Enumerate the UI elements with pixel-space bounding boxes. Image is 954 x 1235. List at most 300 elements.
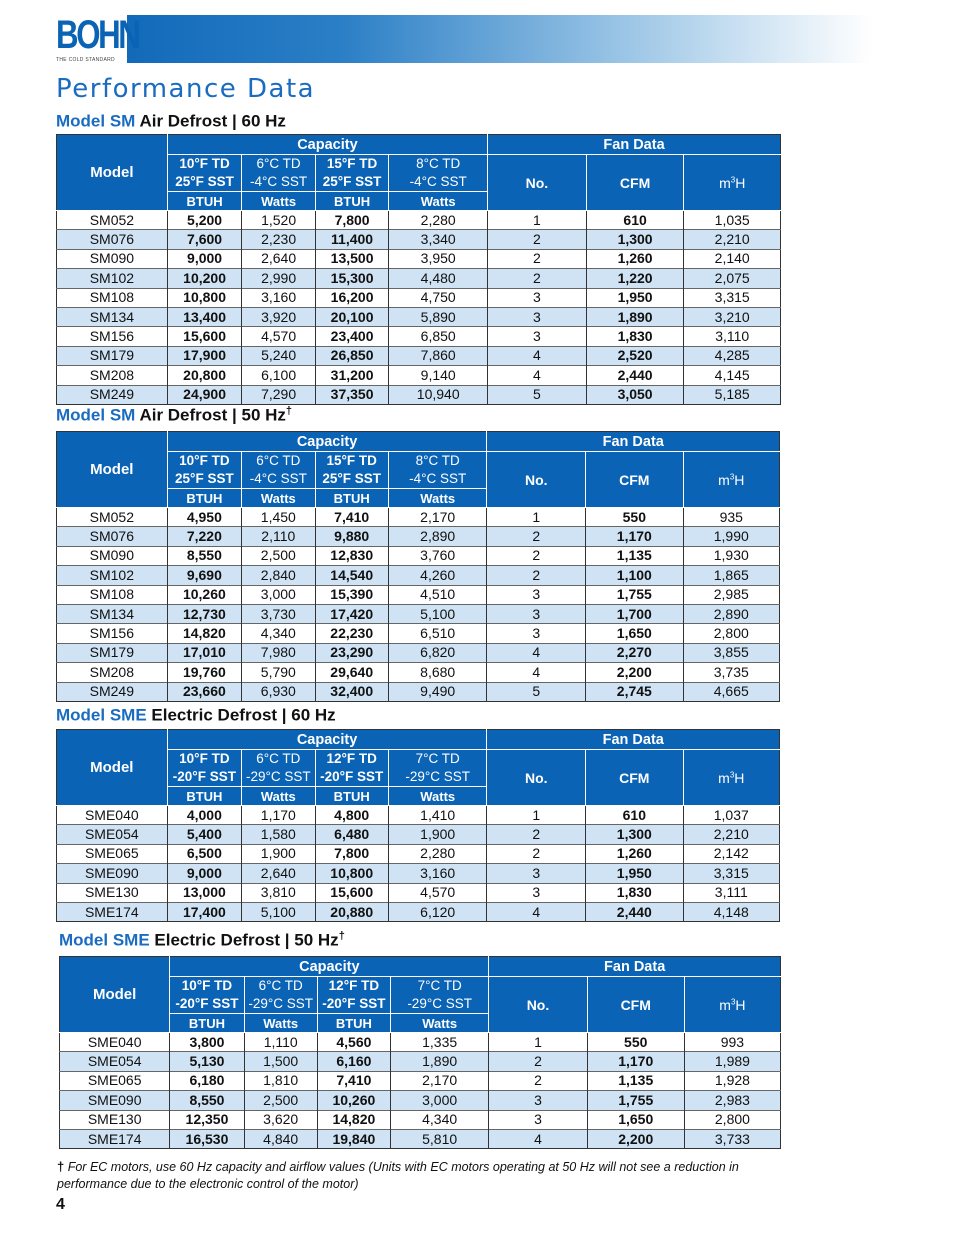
table-cell: 1 [487,806,586,825]
table-cell: 2 [489,1052,587,1071]
m3h-prefix: m [719,174,731,191]
table-cell: 4,800 [315,806,388,825]
table-cell: 2,170 [388,508,487,527]
table-cell: 37,350 [315,385,388,404]
table-cell: 2,890 [388,527,487,546]
fan-column-header: No. [487,750,586,806]
fan-m3h-header [684,977,780,1033]
table-cell: 1,650 [587,1110,684,1129]
fan-m3h-header [683,750,779,806]
logo-tagline: THE COLD STANDARD [56,57,115,63]
table-cell: SME130 [60,1110,170,1129]
table-cell: 2,745 [586,682,683,701]
table-cell: 1,755 [586,585,683,604]
table-cell: SM208 [57,663,168,682]
table-cell: 2,200 [587,1129,684,1148]
table-cell: 13,400 [167,307,242,326]
table-cell: SM076 [57,527,168,546]
table-cell: 17,900 [167,346,242,365]
table-row [57,230,781,249]
table-cell: 7,860 [389,346,488,365]
fan-column-header: CFM [586,155,684,211]
table-cell: 23,660 [167,682,241,701]
td-header: 6°C TD [244,977,317,996]
table-cell: 2,170 [390,1071,488,1090]
unit-header: BTUH [315,787,388,806]
section-heading-sm-60 [56,111,286,132]
fan-data-header: Fan Data [487,730,780,750]
table-cell: 1,700 [586,604,683,623]
table-cell: 550 [587,1033,684,1052]
table-cell: SME054 [60,1052,170,1071]
table-cell: SME065 [60,1071,170,1090]
table-cell: 15,600 [167,327,242,346]
unit-header: BTUH [167,787,241,806]
td-header: 8°C TD [388,452,487,471]
table-cell: 6,480 [315,825,388,844]
table-cell: 4,480 [389,269,488,288]
table-cell: 7,410 [317,1071,390,1090]
table-cell: SME054 [57,825,168,844]
table-row [57,288,781,307]
table-cell: 32,400 [315,682,388,701]
table-cell: 13,500 [315,249,388,268]
table-cell: 4,000 [167,806,241,825]
table-cell: 1,989 [684,1052,780,1071]
table-cell: 4,570 [388,883,487,902]
table-row [57,546,780,565]
table-cell: SM249 [57,682,168,701]
page-number: 4 [56,1196,65,1213]
table-cell: 5,790 [242,663,315,682]
table-cell: 1,450 [242,508,315,527]
table-cell: 1,950 [586,864,683,883]
table-cell: 1,890 [390,1052,488,1071]
table-cell: 3,735 [683,663,779,682]
model-column-header: Model [57,135,168,211]
td-header: 6°C TD [242,750,315,769]
sst-header: -29°C SST [242,768,315,787]
table-cell: 5,185 [684,385,781,404]
table-cell: 17,420 [315,604,388,623]
table-cell: 4,260 [388,566,487,585]
table-cell: 1,037 [683,806,779,825]
table-cell: 5,240 [242,346,315,365]
table-cell: SME090 [60,1091,170,1110]
table-cell: SM108 [57,585,168,604]
table-cell: 1,170 [586,527,683,546]
table-cell: 6,820 [388,643,487,662]
sst-header: -4°C SST [242,470,315,489]
table-cell: 5 [487,682,586,701]
fan-column-header: No. [487,452,586,508]
table-cell: 3 [488,327,587,346]
table-cell: 2 [487,825,586,844]
m3h-prefix: m [718,769,730,786]
table-cell: 4,340 [390,1110,488,1129]
table-cell: 4,750 [389,288,488,307]
table-cell: 3,315 [683,864,779,883]
table-cell: 2,230 [242,230,315,249]
table-cell: 1,410 [388,806,487,825]
table-cell: 4,285 [684,346,781,365]
unit-header: Watts [388,787,487,806]
table-cell: 1,830 [586,327,684,346]
table-cell: 17,400 [167,902,241,921]
footnote [57,1158,757,1193]
table-cell: 10,800 [315,864,388,883]
table-cell: 6,100 [242,366,315,385]
table-cell: 4,510 [388,585,487,604]
table-cell: 19,760 [167,663,241,682]
table-cell: 3,111 [683,883,779,902]
table-cell: 3,620 [244,1110,317,1129]
table-row [57,604,780,623]
td-header: 7°C TD [390,977,488,996]
capacity-header: Capacity [167,432,487,452]
td-header: 10°F TD [167,155,242,174]
sst-header: -20°F SST [167,768,241,787]
table-cell: 12,830 [315,546,388,565]
table-cell: 3 [487,864,586,883]
table-cell: 1,900 [242,844,315,863]
table-cell: SM249 [57,385,168,404]
table-cell: 15,390 [315,585,388,604]
table-row [60,1091,781,1110]
table-cell: 13,000 [167,883,241,902]
table-cell: 14,820 [317,1110,390,1129]
table-cell: 4 [488,346,587,365]
table-cell: SM156 [57,327,168,346]
fan-data-header: Fan Data [489,957,781,977]
table-cell: 8,550 [170,1091,244,1110]
table-cell: SME130 [57,883,168,902]
section-heading-sme-60 [56,705,336,726]
table-cell: 2 [487,844,586,863]
fan-data-header: Fan Data [488,135,781,155]
table-cell: 1,755 [587,1091,684,1110]
td-header: 15°F TD [315,452,388,471]
unit-header: Watts [242,787,315,806]
table-cell: 1,890 [586,307,684,326]
m3h-sup: 3 [730,996,736,1006]
table-cell: 2,280 [389,211,488,230]
table-cell: 4,840 [244,1129,317,1148]
table-cell: 22,230 [315,624,388,643]
unit-header: Watts [389,192,488,211]
table-cell: 993 [684,1033,780,1052]
table-row [57,307,781,326]
table-cell: 1,300 [586,825,683,844]
table-cell: SME065 [57,844,168,863]
table-cell: 9,000 [167,249,242,268]
table-cell: 10,800 [167,288,242,307]
table-cell: 3,315 [684,288,781,307]
table-cell: 10,260 [167,585,241,604]
table-cell: 8,550 [167,546,241,565]
heading-text: Air Defrost | 50 Hz [139,405,286,425]
table-cell: 1,810 [244,1071,317,1090]
fan-column-header: No. [489,977,587,1033]
performance-table-sm-60 [56,134,781,405]
table-row [60,1071,781,1090]
table-cell: SM102 [57,566,168,585]
table-cell: 3,160 [242,288,315,307]
table-cell: 2,280 [388,844,487,863]
table-row [60,1129,781,1148]
table-row [57,844,780,863]
table-row [57,585,780,604]
table-cell: 7,800 [315,844,388,863]
table-cell: SM208 [57,366,168,385]
m3h-prefix: m [718,471,730,488]
sst-header: -20°F SST [170,995,244,1014]
table-cell: 20,880 [315,902,388,921]
table-cell: 20,100 [315,307,388,326]
heading-text: Electric Defrost | 50 Hz [154,930,339,950]
sst-header: -29°C SST [244,995,317,1014]
sst-header: 25°F SST [167,470,241,489]
table-cell: 4,950 [167,508,241,527]
td-header: 15°F TD [315,155,388,174]
unit-header: BTUH [315,192,388,211]
table-cell: 2 [487,566,586,585]
model-column-header: Model [57,730,168,806]
table-cell: 2,520 [586,346,684,365]
table-cell: 5,400 [167,825,241,844]
td-header: 6°C TD [242,155,315,174]
footnote-dagger: † [57,1159,65,1174]
table-cell: 6,850 [389,327,488,346]
td-header: 10°F TD [167,452,241,471]
table-cell: 6,120 [388,902,487,921]
table-cell: 3 [487,883,586,902]
table-cell: 3,210 [684,307,781,326]
fan-column-header: CFM [586,452,683,508]
table-cell: SM052 [57,211,168,230]
table-cell: 3,000 [242,585,315,604]
unit-header: Watts [242,489,315,508]
page-title: Performance Data [56,74,316,104]
section-heading-sme-50 [59,930,345,951]
fan-column-header: CFM [586,750,683,806]
table-cell: 2,500 [244,1091,317,1110]
heading-model: Model SME [59,930,150,950]
fan-data-header: Fan Data [487,432,780,452]
table-cell: 2,800 [684,1110,780,1129]
performance-table-sme-60 [56,729,780,922]
unit-header: Watts [390,1014,488,1033]
table-cell: 16,200 [315,288,388,307]
heading-dagger: † [285,405,293,417]
bohn-logo [55,13,139,65]
table-cell: 23,290 [315,643,388,662]
table-cell: 3,733 [684,1129,780,1148]
table-cell: 1,900 [388,825,487,844]
table-cell: 12,350 [170,1110,244,1129]
table-cell: 6,500 [167,844,241,863]
table-cell: SME174 [60,1129,170,1148]
table-row [57,211,781,230]
table-cell: 16,530 [170,1129,244,1148]
table-cell: 15,600 [315,883,388,902]
table-cell: 3,855 [683,643,779,662]
table-cell: 1,930 [683,546,779,565]
table-cell: 4,560 [317,1033,390,1052]
heading-text: Air Defrost | 60 Hz [139,111,286,131]
table-cell: 4,148 [683,902,779,921]
table-cell: 7,800 [315,211,388,230]
table-cell: 5,100 [242,902,315,921]
sst-header: -4°C SST [388,470,487,489]
table-cell: 3 [489,1091,587,1110]
table-cell: 2,440 [586,902,683,921]
table-row [57,527,780,546]
sst-header: 25°F SST [167,173,242,192]
heading-model: Model SM [56,111,136,131]
table-cell: 5,810 [390,1129,488,1148]
table-cell: 2 [487,527,586,546]
table-cell: 3 [487,585,586,604]
table-cell: SM179 [57,346,168,365]
table-cell: 1,170 [587,1052,684,1071]
table-cell: SME040 [57,806,168,825]
table-cell: 2,640 [242,864,315,883]
m3h-sup: 3 [729,769,735,779]
m3h-prefix: m [719,996,731,1013]
table-cell: 550 [586,508,683,527]
table-cell: 1,500 [244,1052,317,1071]
table-cell: 6,160 [317,1052,390,1071]
m3h-sup: 3 [730,174,736,184]
table-row [57,663,780,682]
performance-table-sme-50 [59,956,781,1149]
table-cell: SME090 [57,864,168,883]
table-cell: 1,035 [684,211,781,230]
td-header: 12°F TD [315,750,388,769]
m3h-suffix: H [734,471,745,488]
table-cell: 2,270 [586,643,683,662]
table-cell: 2 [489,1071,587,1090]
table-cell: 5,130 [170,1052,244,1071]
table-cell: 15,300 [315,269,388,288]
table-cell: 4,145 [684,366,781,385]
table-cell: 5,200 [167,211,242,230]
td-header: 10°F TD [170,977,244,996]
table-cell: 17,010 [167,643,241,662]
table-cell: 1,260 [586,844,683,863]
header-banner [57,15,872,63]
fan-m3h-header [684,155,781,211]
table-cell: 3,730 [242,604,315,623]
table-cell: 1,865 [683,566,779,585]
table-cell: 1,650 [586,624,683,643]
table-cell: 3,110 [684,327,781,346]
table-cell: 31,200 [315,366,388,385]
table-cell: 1,830 [586,883,683,902]
table-cell: SM090 [57,546,168,565]
unit-header: BTUH [170,1014,244,1033]
table-cell: 935 [683,508,779,527]
table-cell: 7,410 [315,508,388,527]
table-row [57,249,781,268]
fan-column-header: CFM [587,977,684,1033]
table-row [57,902,780,921]
table-cell: 3 [488,288,587,307]
table-cell: 24,900 [167,385,242,404]
table-cell: 14,540 [315,566,388,585]
logo-word: BOHN [56,13,139,57]
table-cell: 19,840 [317,1129,390,1148]
table-cell: 20,800 [167,366,242,385]
table-cell: 1,135 [587,1071,684,1090]
table-cell: SM134 [57,604,168,623]
capacity-header: Capacity [167,135,487,155]
heading-text: Electric Defrost | 60 Hz [151,705,336,725]
table-cell: 2,440 [586,366,684,385]
heading-dagger: † [338,930,345,942]
table-cell: 14,820 [167,624,241,643]
table-row [57,508,780,527]
capacity-header: Capacity [170,957,489,977]
table-row [57,864,780,883]
table-cell: 10,260 [317,1091,390,1110]
sst-header: -20°F SST [315,768,388,787]
table-cell: 7,980 [242,643,315,662]
table-cell: 23,400 [315,327,388,346]
table-row [57,327,781,346]
table-cell: 3 [488,307,587,326]
table-cell: 2,500 [242,546,315,565]
table-cell: 8,680 [388,663,487,682]
m3h-suffix: H [735,174,746,191]
section-heading-sm-50 [56,405,292,426]
table-cell: 3,800 [170,1033,244,1052]
footnote-text: For EC motors, use 60 Hz capacity and airflow values (Units with EC motors operating at 50 Hz will not see a reduction in performance due to the electronic control of the motor) [57,1160,739,1191]
table-cell: 29,640 [315,663,388,682]
table-cell: 10,940 [389,385,488,404]
table-row [57,566,780,585]
table-cell: 4 [487,663,586,682]
table-cell: 1,335 [390,1033,488,1052]
table-cell: 1,990 [683,527,779,546]
unit-header: Watts [242,192,315,211]
table-cell: 3,340 [389,230,488,249]
table-cell: 1,950 [586,288,684,307]
table-cell: 1,520 [242,211,315,230]
td-header: 10°F TD [167,750,241,769]
table-cell: 7,290 [242,385,315,404]
unit-header: BTUH [315,489,388,508]
table-cell: 2,990 [242,269,315,288]
table-cell: 3 [487,604,586,623]
table-cell: 2 [487,546,586,565]
heading-model: Model SME [56,705,147,725]
table-cell: 2 [488,230,587,249]
table-cell: SM179 [57,643,168,662]
table-cell: 6,930 [242,682,315,701]
unit-header: Watts [244,1014,317,1033]
table-cell: 2,142 [683,844,779,863]
table-cell: SM102 [57,269,168,288]
table-cell: SME174 [57,902,168,921]
table-cell: 2 [488,269,587,288]
table-cell: 2,210 [683,825,779,844]
table-cell: 6,180 [170,1071,244,1090]
table-cell: 3,760 [388,546,487,565]
table-cell: 9,490 [388,682,487,701]
table-cell: 1,928 [684,1071,780,1090]
